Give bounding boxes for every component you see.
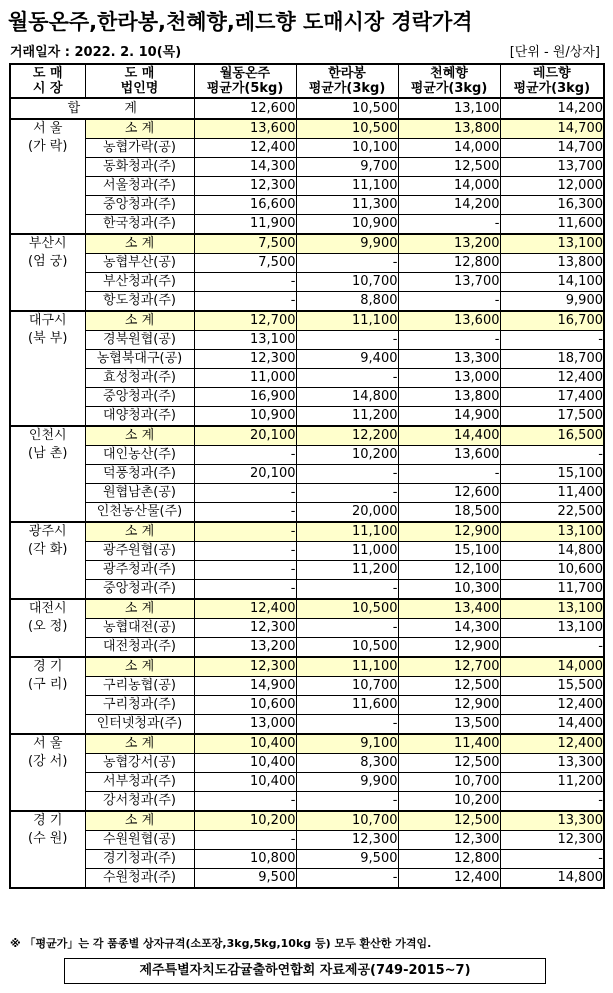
- subtotal-label: 소 계: [85, 599, 194, 619]
- price-cell: -: [398, 215, 500, 235]
- price-cell: -: [500, 331, 604, 350]
- firm-name: 농협대전(공): [85, 619, 194, 638]
- subtotal-label: 소 계: [85, 522, 194, 542]
- price-cell: 10,700: [296, 677, 398, 696]
- meta-row: [10, 41, 600, 59]
- price-cell: -: [296, 619, 398, 638]
- table-row: [10, 638, 604, 658]
- price-cell: 7,500: [194, 254, 296, 273]
- price-cell: 15,500: [500, 677, 604, 696]
- region-name: 대구시: [28, 313, 67, 328]
- price-cell: -: [194, 484, 296, 503]
- price-cell: 17,500: [500, 407, 604, 427]
- firm-name: 농협강서(공): [85, 754, 194, 773]
- price-cell: 14,000: [398, 139, 500, 158]
- price-cell: 12,400: [398, 869, 500, 889]
- region-market: (각 화): [28, 542, 68, 557]
- table-row: [10, 696, 604, 715]
- price-cell: 14,200: [398, 196, 500, 215]
- subtotal-row: [10, 234, 604, 254]
- price-cell: 14,300: [398, 619, 500, 638]
- region-market: (구 리): [28, 677, 68, 692]
- price-cell: 14,000: [500, 657, 604, 677]
- price-cell: 14,800: [500, 869, 604, 889]
- region-cell: [10, 311, 85, 426]
- subtotal-label: 소 계: [85, 311, 194, 331]
- region-cell: [10, 119, 85, 234]
- price-cell: 8,300: [296, 754, 398, 773]
- table-row: [10, 446, 604, 465]
- price-cell: 13,100: [500, 234, 604, 254]
- price-cell: -: [296, 331, 398, 350]
- price-cell: -: [194, 542, 296, 561]
- price-cell: 9,100: [296, 734, 398, 754]
- region-market: (엄 궁): [28, 254, 68, 269]
- price-cell: 16,700: [500, 311, 604, 331]
- price-cell: -: [500, 446, 604, 465]
- price-cell: 13,400: [398, 599, 500, 619]
- table-row: [10, 350, 604, 369]
- region-market: (가 락): [28, 139, 68, 154]
- table-row: [10, 542, 604, 561]
- region-market: (북 부): [28, 331, 68, 346]
- header-col-1: 한라봉 평균가(3kg): [296, 64, 398, 98]
- total-value: 13,100: [398, 98, 500, 119]
- price-cell: 13,600: [398, 311, 500, 331]
- price-cell: -: [500, 850, 604, 869]
- region-cell: [10, 657, 85, 734]
- subtotal-label: 소 계: [85, 426, 194, 446]
- firm-name: 효성청과(주): [85, 369, 194, 388]
- price-cell: 10,100: [296, 139, 398, 158]
- subtotal-row: [10, 426, 604, 446]
- region-name: 서 울: [33, 736, 63, 751]
- price-cell: -: [194, 522, 296, 542]
- table-row: [10, 196, 604, 215]
- price-cell: -: [296, 369, 398, 388]
- table-row: [10, 465, 604, 484]
- price-cell: 12,300: [194, 619, 296, 638]
- price-cell: 13,000: [398, 369, 500, 388]
- table-row: [10, 254, 604, 273]
- price-cell: 12,600: [398, 484, 500, 503]
- price-cell: 9,900: [296, 773, 398, 792]
- firm-name: 경북원협(공): [85, 331, 194, 350]
- region-cell: [10, 599, 85, 657]
- price-cell: -: [296, 869, 398, 889]
- table-row: [10, 407, 604, 427]
- total-label: 합 계: [10, 98, 194, 119]
- price-cell: 14,900: [398, 407, 500, 427]
- price-cell: 13,700: [500, 158, 604, 177]
- table-row: [10, 215, 604, 235]
- firm-name: 항도청과(주): [85, 292, 194, 312]
- price-cell: -: [500, 638, 604, 658]
- subtotal-label: 소 계: [85, 234, 194, 254]
- price-cell: 11,400: [398, 734, 500, 754]
- table-row: [10, 177, 604, 196]
- firm-name: 인터넷청과(주): [85, 715, 194, 735]
- total-row: [10, 98, 604, 119]
- header-region: 도 매 시 장: [10, 64, 85, 98]
- price-cell: 10,800: [194, 850, 296, 869]
- table-row: [10, 158, 604, 177]
- price-cell: 13,300: [500, 811, 604, 831]
- subtotal-row: [10, 311, 604, 331]
- price-cell: 11,100: [296, 311, 398, 331]
- firm-name: 중앙청과(주): [85, 388, 194, 407]
- price-cell: 13,100: [500, 619, 604, 638]
- region-cell: [10, 522, 85, 599]
- region-market: (오 정): [28, 619, 68, 634]
- price-cell: -: [194, 292, 296, 312]
- price-cell: 14,700: [500, 119, 604, 139]
- subtotal-label: 소 계: [85, 734, 194, 754]
- price-cell: 10,600: [500, 561, 604, 580]
- subtotal-label: 소 계: [85, 119, 194, 139]
- region-cell: [10, 734, 85, 811]
- price-cell: -: [398, 465, 500, 484]
- price-cell: 20,100: [194, 426, 296, 446]
- table-row: [10, 292, 604, 312]
- price-cell: 10,900: [296, 215, 398, 235]
- price-cell: 12,300: [398, 831, 500, 850]
- price-cell: -: [194, 503, 296, 523]
- price-cell: -: [296, 580, 398, 600]
- table-row: [10, 773, 604, 792]
- region-name: 대전시: [28, 601, 67, 616]
- price-cell: 12,300: [500, 831, 604, 850]
- price-cell: 13,100: [500, 599, 604, 619]
- price-cell: 14,100: [500, 273, 604, 292]
- price-cell: 12,500: [398, 811, 500, 831]
- price-cell: 12,000: [500, 177, 604, 196]
- price-cell: -: [398, 331, 500, 350]
- region-name: 서 울: [33, 121, 63, 136]
- price-cell: 11,000: [296, 542, 398, 561]
- subtotal-row: [10, 599, 604, 619]
- table-row: [10, 503, 604, 523]
- price-cell: 12,400: [194, 599, 296, 619]
- price-cell: 13,600: [194, 119, 296, 139]
- table-row: [10, 869, 604, 889]
- price-cell: 20,000: [296, 503, 398, 523]
- price-cell: 10,400: [194, 734, 296, 754]
- price-cell: 10,200: [194, 811, 296, 831]
- table-row: [10, 619, 604, 638]
- firm-name: 농협북대구(공): [85, 350, 194, 369]
- price-cell: 13,200: [398, 234, 500, 254]
- firm-name: 대인농산(주): [85, 446, 194, 465]
- firm-name: 부산청과(주): [85, 273, 194, 292]
- price-cell: 12,900: [398, 522, 500, 542]
- price-cell: 9,700: [296, 158, 398, 177]
- subtotal-row: [10, 734, 604, 754]
- firm-name: 농협부산(공): [85, 254, 194, 273]
- firm-name: 경기청과(주): [85, 850, 194, 869]
- price-cell: 12,400: [194, 139, 296, 158]
- price-cell: 12,300: [194, 177, 296, 196]
- price-cell: -: [194, 580, 296, 600]
- price-cell: 18,500: [398, 503, 500, 523]
- price-cell: 14,000: [398, 177, 500, 196]
- firm-name: 구리청과(주): [85, 696, 194, 715]
- price-cell: 12,900: [398, 638, 500, 658]
- price-cell: 11,900: [194, 215, 296, 235]
- price-cell: 12,300: [296, 831, 398, 850]
- price-cell: 13,300: [500, 754, 604, 773]
- subtotal-row: [10, 657, 604, 677]
- firm-name: 대양청과(주): [85, 407, 194, 427]
- price-cell: -: [194, 792, 296, 812]
- price-cell: 10,400: [194, 773, 296, 792]
- price-cell: 22,500: [500, 503, 604, 523]
- total-value: 12,600: [194, 98, 296, 119]
- unit-label: [단위 - 원/상자]: [509, 45, 600, 60]
- price-cell: 9,900: [500, 292, 604, 312]
- price-cell: 10,500: [296, 638, 398, 658]
- subtotal-row: [10, 119, 604, 139]
- price-cell: 12,700: [194, 311, 296, 331]
- price-cell: 11,700: [500, 580, 604, 600]
- table-row: [10, 792, 604, 812]
- price-cell: -: [500, 792, 604, 812]
- firm-name: 농협가락(공): [85, 139, 194, 158]
- price-cell: 11,200: [500, 773, 604, 792]
- price-cell: 13,800: [500, 254, 604, 273]
- price-cell: 14,700: [500, 139, 604, 158]
- price-cell: 13,600: [398, 446, 500, 465]
- price-cell: 10,700: [398, 773, 500, 792]
- price-cell: 16,900: [194, 388, 296, 407]
- price-cell: 14,300: [194, 158, 296, 177]
- price-cell: -: [296, 792, 398, 812]
- firm-name: 동화청과(주): [85, 158, 194, 177]
- firm-name: 덕풍청과(주): [85, 465, 194, 484]
- firm-name: 한국청과(주): [85, 215, 194, 235]
- price-cell: -: [194, 446, 296, 465]
- price-cell: -: [194, 831, 296, 850]
- firm-name: 수원원협(공): [85, 831, 194, 850]
- price-cell: 11,400: [500, 484, 604, 503]
- price-cell: 9,500: [296, 850, 398, 869]
- price-cell: 12,100: [398, 561, 500, 580]
- price-cell: -: [194, 273, 296, 292]
- price-cell: 11,300: [296, 196, 398, 215]
- price-cell: 12,700: [398, 657, 500, 677]
- price-table: [9, 63, 605, 889]
- price-cell: 10,700: [296, 273, 398, 292]
- price-cell: 10,600: [194, 696, 296, 715]
- table-row: [10, 850, 604, 869]
- subtotal-label: 소 계: [85, 657, 194, 677]
- region-market: (남 촌): [28, 446, 68, 461]
- price-cell: 13,800: [398, 388, 500, 407]
- price-cell: 14,800: [296, 388, 398, 407]
- price-cell: 13,800: [398, 119, 500, 139]
- price-cell: 16,300: [500, 196, 604, 215]
- region-name: 부산시: [28, 236, 67, 251]
- price-cell: -: [296, 715, 398, 735]
- total-value: 10,500: [296, 98, 398, 119]
- region-market: (강 서): [28, 754, 68, 769]
- price-cell: 13,700: [398, 273, 500, 292]
- region-cell: [10, 234, 85, 311]
- region-name: 인천시: [28, 428, 67, 443]
- price-cell: 12,500: [398, 754, 500, 773]
- price-cell: -: [296, 465, 398, 484]
- price-cell: 12,500: [398, 677, 500, 696]
- price-cell: 13,500: [398, 715, 500, 735]
- price-cell: 13,100: [500, 522, 604, 542]
- subtotal-label: 소 계: [85, 811, 194, 831]
- table-row: [10, 139, 604, 158]
- price-cell: 10,400: [194, 754, 296, 773]
- table-row: [10, 273, 604, 292]
- price-cell: 8,800: [296, 292, 398, 312]
- price-cell: 11,200: [296, 407, 398, 427]
- price-cell: 10,200: [296, 446, 398, 465]
- table-row: [10, 831, 604, 850]
- price-cell: 12,200: [296, 426, 398, 446]
- price-cell: 12,900: [398, 696, 500, 715]
- price-cell: 16,500: [500, 426, 604, 446]
- price-cell: 15,100: [500, 465, 604, 484]
- price-cell: 9,500: [194, 869, 296, 889]
- price-cell: 14,400: [500, 715, 604, 735]
- region-name: 광주시: [28, 524, 67, 539]
- table-body: [10, 98, 604, 888]
- table-row: [10, 677, 604, 696]
- subtotal-row: [10, 811, 604, 831]
- price-cell: 10,700: [296, 811, 398, 831]
- firm-name: 서부청과(주): [85, 773, 194, 792]
- table-row: [10, 369, 604, 388]
- price-cell: 12,800: [398, 850, 500, 869]
- price-cell: 12,300: [194, 350, 296, 369]
- header-row: [10, 64, 604, 98]
- price-cell: 10,500: [296, 599, 398, 619]
- table-row: [10, 754, 604, 773]
- price-cell: 10,900: [194, 407, 296, 427]
- price-cell: 12,500: [398, 158, 500, 177]
- price-cell: 15,100: [398, 542, 500, 561]
- price-cell: 12,400: [500, 734, 604, 754]
- firm-name: 수원청과(주): [85, 869, 194, 889]
- price-cell: -: [398, 292, 500, 312]
- header-firm: 도 매 법인명: [85, 64, 194, 98]
- price-cell: 12,800: [398, 254, 500, 273]
- price-cell: 13,100: [194, 331, 296, 350]
- price-cell: 11,000: [194, 369, 296, 388]
- firm-name: 인천농산물(주): [85, 503, 194, 523]
- price-cell: 13,000: [194, 715, 296, 735]
- price-cell: 16,600: [194, 196, 296, 215]
- table-row: [10, 580, 604, 600]
- price-cell: 10,200: [398, 792, 500, 812]
- firm-name: 강서청과(주): [85, 792, 194, 812]
- price-cell: 10,500: [296, 119, 398, 139]
- price-cell: 11,600: [500, 215, 604, 235]
- source-footer: 제주특별자치도감귤출하연합회 자료제공(749-2015~7): [64, 958, 546, 984]
- table-row: [10, 388, 604, 407]
- firm-name: 광주청과(주): [85, 561, 194, 580]
- price-cell: 9,400: [296, 350, 398, 369]
- table-row: [10, 484, 604, 503]
- firm-name: 서울청과(주): [85, 177, 194, 196]
- firm-name: 대전청과(주): [85, 638, 194, 658]
- price-cell: 14,900: [194, 677, 296, 696]
- price-cell: 14,400: [398, 426, 500, 446]
- total-value: 14,200: [500, 98, 604, 119]
- price-cell: 17,400: [500, 388, 604, 407]
- price-cell: -: [194, 561, 296, 580]
- price-cell: 11,100: [296, 522, 398, 542]
- firm-name: 구리농협(공): [85, 677, 194, 696]
- price-cell: 7,500: [194, 234, 296, 254]
- header-col-2: 천혜향 평균가(3kg): [398, 64, 500, 98]
- table-row: [10, 331, 604, 350]
- price-cell: 12,400: [500, 369, 604, 388]
- price-cell: -: [296, 484, 398, 503]
- firm-name: 광주원협(공): [85, 542, 194, 561]
- price-cell: 13,300: [398, 350, 500, 369]
- firm-name: 원협남촌(공): [85, 484, 194, 503]
- price-cell: -: [296, 254, 398, 273]
- region-market: (수 원): [28, 831, 68, 846]
- price-cell: 11,100: [296, 177, 398, 196]
- region-name: 경 기: [33, 659, 63, 674]
- table-row: [10, 561, 604, 580]
- table-row: [10, 715, 604, 735]
- price-cell: 11,100: [296, 657, 398, 677]
- price-cell: 11,600: [296, 696, 398, 715]
- price-cell: 14,800: [500, 542, 604, 561]
- firm-name: 중앙청과(주): [85, 196, 194, 215]
- firm-name: 중앙청과(주): [85, 580, 194, 600]
- region-cell: [10, 426, 85, 522]
- trade-date: 거래일자 : 2022. 2. 10(목): [10, 45, 182, 60]
- footnote: ※ 「평균가」는 각 품종별 상자규격(소포장,3kg,5kg,10kg 등) 모두 환산한 가격임.: [10, 937, 432, 950]
- page-title: 월동온주,한라봉,천혜향,레드향 도매시장 경락가격: [8, 10, 473, 34]
- price-cell: 9,900: [296, 234, 398, 254]
- header-col-0: 월동온주 평균가(5kg): [194, 64, 296, 98]
- header-col-3: 레드향 평균가(3kg): [500, 64, 604, 98]
- price-cell: 10,300: [398, 580, 500, 600]
- price-cell: 13,200: [194, 638, 296, 658]
- price-cell: 12,300: [194, 657, 296, 677]
- price-cell: 11,200: [296, 561, 398, 580]
- subtotal-row: [10, 522, 604, 542]
- region-cell: [10, 811, 85, 888]
- price-cell: 12,400: [500, 696, 604, 715]
- price-cell: 18,700: [500, 350, 604, 369]
- price-cell: 20,100: [194, 465, 296, 484]
- region-name: 경 기: [33, 813, 63, 828]
